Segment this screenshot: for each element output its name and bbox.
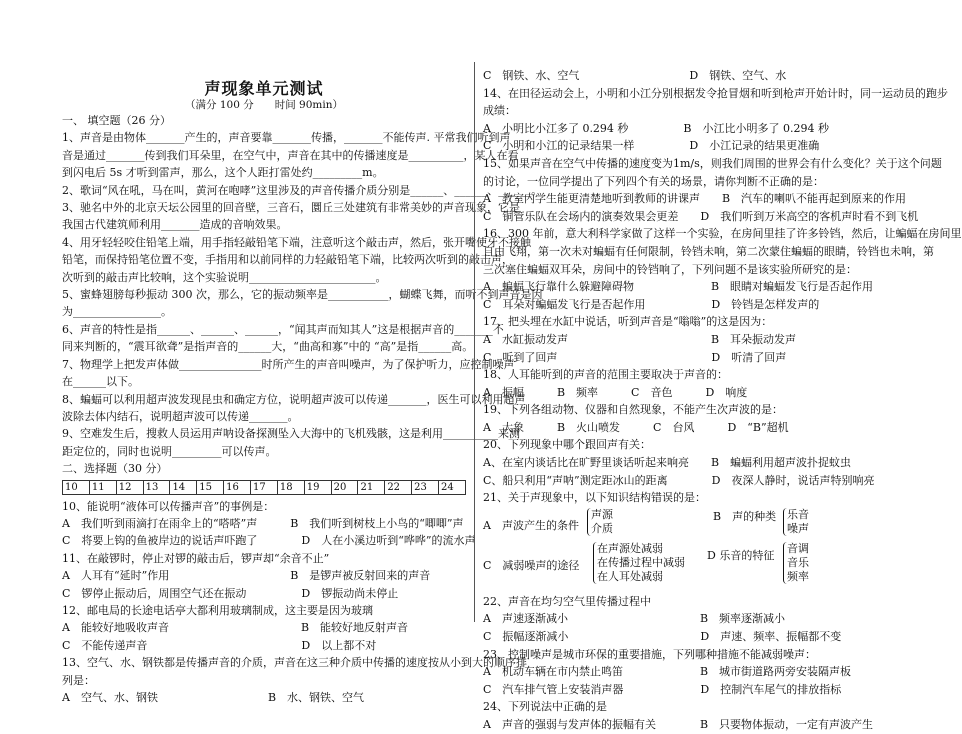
diagram-d-brace — [783, 542, 809, 584]
text-line: A 声速逐渐减小 B 频率逐渐减小 — [483, 612, 786, 626]
text-line: 为________________。 — [62, 305, 172, 319]
answer-cell: 11 — [89, 480, 116, 494]
text-line: 1、声音是由物体_______产生的，声音要靠_______传播，_______不能传声. 平常我们听到声 — [62, 131, 511, 145]
text-line: 24、下列说法中正确的是 — [483, 700, 607, 714]
text-line: C 小明和小江的记录结果一样 D 小江记录的结果更准确 — [483, 139, 820, 153]
text-line: A、在室内谈话比在旷野里谈话听起来响亮 B 蝙蝠利用超声波扑捉蚊虫 — [483, 456, 852, 470]
text-line: 6、声音的特性是指______、______、______，“闻其声而知其人”这是根据声音的_______不 — [62, 322, 504, 336]
text-line: C 锣停止振动后，周围空气还在振动 D 锣振动尚未停止 — [62, 586, 399, 600]
text-line: 20、下列现象中哪个跟回声有关： — [483, 438, 651, 452]
text-line: 一、 填空题（26 分） — [62, 114, 171, 127]
text-line: 7、物理学上把发声体做_______________时所产生的声音叫噪声，为了保护听力，应控制噪声 — [62, 357, 515, 371]
diagram-b-label: B 声的种类 — [713, 509, 777, 523]
answer-cell: 21 — [358, 480, 385, 494]
text-line: 距定位的，同时也说明_________可以传声。 — [62, 444, 277, 458]
text-line: C、船只利用“声呐”测定距冰山的距离 D 夜深人静时，说话声特别响亮 — [483, 473, 875, 487]
answer-cell: 20 — [331, 480, 358, 494]
answer-cell: 12 — [116, 480, 143, 494]
text-line: A 声音的强弱与发声体的振幅有关 B 只要物体振动，一定有声波产生 — [483, 718, 874, 731]
answer-cell: 13 — [143, 480, 170, 494]
text-line: 19、下列各组动物、仪器和自然现象，不能产生次声波的是： — [483, 403, 783, 417]
text-line: 12、邮电局的长途电话亭大都利用玻璃制成，这主要是因为玻璃 — [62, 603, 373, 617]
text-line: 3、驰名中外的北京天坛公园里的回音壁，三音石，圜丘三处建筑有非常美妙的声音现象，它是 — [62, 201, 520, 215]
answer-cell: 18 — [277, 480, 304, 494]
text-line: A 空气、水、钢铁 B 水、钢铁、空气 — [62, 691, 365, 704]
diagram-c-item: 在传播过程中减弱 — [597, 555, 685, 569]
text-line: 22、声音在均匀空气里传播过程中 — [483, 594, 651, 608]
text-line: 我国古代建筑师利用_______造成的音响效果。 — [62, 218, 288, 232]
answer-cell: 23 — [412, 480, 439, 494]
fill-in-section — [62, 112, 543, 478]
diagram-d-item: 频率 — [787, 569, 809, 583]
text-line: 同来判断的，“震耳欲聋”是指声音的______大，“曲高和寡”中的 “高”是指______高。 — [62, 340, 474, 354]
diagram-a-item: 声源 — [591, 507, 613, 521]
text-line: 波除去体内结石，说明超声波可以传递_______。 — [62, 409, 299, 423]
text-line: 成绩： — [483, 104, 516, 118]
text-line: 2、歌词“风在吼，马在叫，黄河在咆哮”这里涉及的声音传播介质分别是______、______、______。 — [62, 183, 543, 197]
text-line: 11、在敲锣时，停止对锣的敲击后，锣声却“余音不止” — [62, 551, 330, 565]
choice-section-right — [483, 67, 962, 507]
right-column — [483, 67, 962, 734]
text-line: 铅笔，而保持铅笔位置不变，手指用和以前同样的力轻敲铅笔下端，比较两次听到的敲击声， — [62, 253, 513, 267]
text-line: 次听到的敲击声比较响，这个实验说明_______________________。 — [62, 270, 387, 284]
text-line: 二、选择题（30 分） — [62, 462, 168, 476]
text-line: C 钢铁、水、空气 D 钢铁、空气、水 — [483, 69, 787, 82]
page-subtitle: （满分 100 分 时间 90min） — [185, 99, 343, 111]
text-line: C 将要上钩的鱼被岸边的说话声吓跑了 D 人在小溪边听到“哗哗”的流水声 — [62, 534, 476, 548]
text-line: 列是： — [62, 673, 95, 687]
text-line: 15、如果声音在空气中传播的速度变为1m/s，则我们周围的世界会有什么变化？关于这个问题 — [483, 156, 942, 170]
diagram-c-item: 在人耳处减弱 — [597, 569, 663, 583]
answer-cell: 19 — [304, 480, 331, 494]
text-line: 音是通过_______传到我们耳朵里，在空气中，声音在其中的传播速度是__________，某人在看 — [62, 148, 519, 162]
diagram-b-item: 乐音 — [787, 507, 809, 521]
diagram-b-brace — [783, 508, 809, 536]
text-line: C 耳朵对蝙蝠发飞行是否起作用 D 铃铛是怎样发声的 — [483, 297, 820, 311]
text-line: A 振幅 B 频率 C 音色 D 响度 — [483, 385, 748, 399]
text-line: 8、蝙蝠可以利用超声波发现昆虫和确定方位，说明超声波可以传递_______，医生可以利用超声 — [62, 392, 526, 406]
text-line: C 听到了回声 D 听清了回声 — [483, 350, 787, 364]
text-line: A 教室内学生能更清楚地听到教师的讲课声 B 汽车的喇叭不能再起到原来的作用 — [483, 192, 907, 206]
page-title: 声现象单元测试 — [204, 79, 324, 98]
text-line: A 蝙蝠飞行靠什么躲避障碍物 B 眼睛对蝙蝠发飞行是否起作用 — [483, 280, 874, 294]
diagram-d-item: 音乐 — [787, 555, 809, 569]
text-line: 13、空气、水、钢铁都是传播声音的介质，声音在这三种介质中传播的速度按从小到大的顺序排 — [62, 656, 527, 670]
diagram-c-brace — [593, 542, 685, 584]
text-line: 到闪电后 5s 才听到雷声，那么，这个人距打雷处约_________m。 — [62, 166, 384, 180]
text-line: C 铜管乐队在会场内的演奏效果会更差 D 我们听到万米高空的客机声时看不到飞机 — [483, 209, 919, 223]
knowledge-structure-diagram — [483, 507, 903, 593]
answer-cell: 10 — [63, 480, 90, 494]
text-line: 三次塞住蝙蝠双耳朵，房间中的铃铛响了，下列问题不是该实验所研究的是： — [483, 262, 857, 276]
answer-cell: 17 — [251, 480, 278, 494]
answer-cell: 14 — [170, 480, 197, 494]
text-line: 18、人耳能听到的声音的范围主要取决于声音的： — [483, 368, 728, 382]
text-line: 21、关于声现象中，以下知识结构错误的是： — [483, 491, 706, 505]
answer-cell: 24 — [439, 480, 466, 494]
text-line: A 大象 B 火山喷发 C 台风 D “B”超机 — [483, 420, 789, 434]
text-line: A 机动车辆在市内禁止鸣笛 B 城市街道路两旁安装隔声板 — [483, 665, 852, 679]
text-line: 在______以下。 — [62, 375, 139, 389]
text-line: A 水缸振动发声 B 耳朵振动发声 — [483, 332, 797, 346]
text-line: 4、用牙轻轻咬住铅笔上端，用手指轻敲铅笔下端，注意听这个敲击声，然后，张开嘴使牙不接触 — [62, 235, 531, 249]
answer-table — [62, 480, 466, 495]
answer-cell: 16 — [224, 480, 251, 494]
text-line: 23、控制噪声是城市环保的重要措施，下列哪种措施不能减弱噪声： — [483, 647, 816, 661]
text-line: 14、在田径运动会上，小明和小江分别根据发令抢冒烟和听到枪声开始计时，同一运动员的跑步 — [483, 86, 948, 100]
text-line: 10、能说明“液体可以传播声音”的事例是： — [62, 499, 275, 513]
text-line: 自由飞翔，第一次未对蝙蝠有任何限制，铃铛未响，第二次蒙住蝙蝠的眼睛，铃铛也未响，第 — [483, 244, 934, 258]
text-line: 16、300 年前，意大利科学家做了这样一个实验，在房间里挂了许多铃铛，然后，让蝙蝠在房间里 — [483, 227, 962, 241]
diagram-d-item: 音调 — [787, 541, 809, 555]
answer-cell: 22 — [385, 480, 412, 494]
choice-section-left — [62, 498, 527, 707]
text-line: 9、空难发生后，搜救人员运用声呐设备探测坠入大海中的飞机残骸，这是利用__________来测 — [62, 427, 520, 441]
diagram-b-item: 噪声 — [787, 521, 809, 535]
diagram-c-label: C 减弱噪声的途径 — [483, 558, 580, 572]
diagram-a-item: 介质 — [591, 521, 613, 535]
diagram-a-brace — [587, 508, 613, 536]
answer-cell: 15 — [197, 480, 224, 494]
text-line: A 人耳有“延时”作用 B 是锣声被反射回来的声音 — [62, 569, 431, 583]
text-line: C 汽车排气管上安装消声器 D 控制汽车尾气的排放指标 — [483, 682, 842, 696]
choice-section-right-2 — [483, 593, 903, 734]
text-line: 的讨论，一位同学提出了下列四个有关的场景，请你判断不正确的是： — [483, 174, 824, 188]
text-line: C 不能传递声音 D 以上都不对 — [62, 638, 377, 652]
text-line: A 能较好地吸收声音 B 能较好地反射声音 — [62, 621, 409, 635]
text-line: C 振幅逐渐减小 D 声速、频率、振幅都不变 — [483, 630, 842, 644]
text-line: A 我们听到雨滴打在雨伞上的“嗒嗒”声 B 我们听到树枝上小鸟的“唧唧”声 — [62, 516, 464, 530]
text-line: 17、把头埋在水缸中说话，听到声音是“嗡嗡”的这是因为： — [483, 315, 773, 329]
diagram-c-item: 在声源处减弱 — [597, 541, 663, 555]
column-divider — [474, 62, 475, 622]
diagram-d-label: D 乐音的特征 — [707, 548, 775, 562]
diagram-a-label: A 声波产生的条件 — [483, 518, 579, 532]
text-line: 5、蜜蜂翅膀每秒振动 300 次，那么，它的振动频率是___________，蝴蝶飞舞，而听不到声音是因 — [62, 288, 543, 302]
text-line: A 小明比小江多了 0.294 秒 B 小江比小明多了 0.294 秒 — [483, 121, 829, 135]
